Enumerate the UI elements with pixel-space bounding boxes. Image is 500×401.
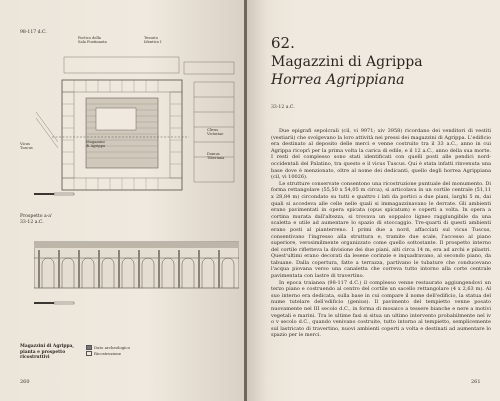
label-vicus-tuscus: Vicus Tuscus — [20, 142, 33, 151]
label-portico: Portico della Sala Fontinauta — [78, 36, 107, 45]
legend-item-ricostruzione — [86, 351, 121, 356]
left-page — [0, 0, 244, 401]
label-magazzini: Magazzini di Agrippa — [86, 140, 106, 149]
elevation-drawing — [34, 236, 239, 316]
elevation-scale-bar — [34, 302, 74, 304]
legend-item-dato — [86, 345, 130, 350]
chapter-date: 33-12 a.C. — [271, 105, 295, 110]
right-page — [247, 0, 500, 401]
paragraph: In epoca traianea (98-117 d.C.) il complesso venne restaurato aggiungendovi un terzo piano e costruendo al centro del cortile un sacello rettangolare (4 x 2,63 m). Al suo interno era dedicata, sulla base in cui compare il nome dell'edificio, la statua del nume tutelare dell'edificio (genius). Il pavimento del tempietto venne posato nuovamente nel III secolo d.C., in forma di mosaico a tessere bianche e nere a motivi vegetali e marini. Tra le ultime fasi si situa un ultimo intervento probabilmente nel iv o v secolo d.C., quando venivano costruite, tutto intorno al tempietto, semplicemente sul lastricato di travertino, nuovi ambienti coperti a volta e destinati ad aumentare lo spazio per le merci. — [271, 279, 491, 339]
label-tessuto: Tessuto Identico I — [144, 36, 162, 45]
page-number-right: 261 — [471, 379, 481, 385]
paragraph: Le strutture conservate consentono una ricostruzione puntuale del monumento. Di forma rettangolare (55,50 x 54,05 m circa), si articolava in un cortile centrale (51,11 x 28,84 m) circondato su tutti e quattro i lati da portici a due piani, larghi 5 m, dai quali si accedeva alle celle nelle quali si immagazzinavano le derrate. Gli ambienti erano pavimentati in opera spicata (opus spicatum) e coperti a volta. In opera a cortina murata dall'altezza, si trovava un soppalco ligneo raggiungibile da una scaletta e utile ad aumentare lo spazio di stoccaggio. Tre-quarti di questi ambienti erano posti al pianterreno. I primi due a nord, affacciati sul vicus Tuscus, consentivano l'ingresso alla struttura e, tramite due scale, l'accesso al piano superiore, verosimilmente organizzato come quello sottostante. Il prospetto interno del cortile rifletteva la divisione dei due piani, alti circa 14 m, era ad archi e pilastri. Quest'ultimi erano decorati da lesene corinzie e inquadravano, al secondo piano, da tabuane. Dalla copertura, fatte a terrazza, partivano le tubature che conducevano l'acqua piovana verso una canaletta che correva tutto intorno alla corte centrale pavimentata con lastre di travertino. — [271, 180, 491, 280]
label-domus: Domus Tiberiana — [207, 152, 225, 161]
plan-scale-bar — [34, 193, 74, 195]
legend-label: Dato archeologico — [94, 345, 130, 350]
elevation-caption: Prospetto a-a' 33-12 a.C. — [20, 214, 53, 225]
date-top: 98-117 d.C. — [20, 30, 47, 35]
floor-plan — [34, 52, 239, 202]
legend-label: Ricostruzione — [94, 351, 122, 356]
chapter-subtitle: Horrea Agrippiana — [271, 72, 405, 88]
page-number-left: 260 — [20, 379, 30, 385]
body-text — [271, 128, 491, 339]
legend-swatch-icon — [86, 351, 92, 356]
legend-title: Magazzini di Agrippa, pianta e prospetto ricostruttivi — [20, 344, 74, 360]
paragraph: Due epigrafi sepolcrali (cil, vi 9971; xiv 3958) ricordano dei venditori di vestiti (vestiarii) che svolgevano la loro attività nei pressi dei magazzini di Agrippa. L'edificio era destinato al deposito delle merci e venne costruito tra il 33 a.C., anno in cui Agrippa ricoprì per la prima volta la carica di edile, e il 12 a.C., anno della sua morte. I resti del complesso sono stati identificati con quelli posti alle pendici nord-occidentali del Palatino, tra questo e il vicus Tuscus. Qui è stata infatti rinvenuta una base dove è menzionato, oltre al nome dei dedicanti, quello degli horrea Agrippiana (cil, vi 10026). — [271, 128, 491, 181]
legend-swatch-icon — [86, 345, 92, 350]
label-clivus-victoriae: Clivus Victoriae — [207, 128, 224, 137]
chapter-title: Magazzini di Agrippa — [271, 54, 423, 70]
chapter-number: 62. — [271, 34, 295, 52]
